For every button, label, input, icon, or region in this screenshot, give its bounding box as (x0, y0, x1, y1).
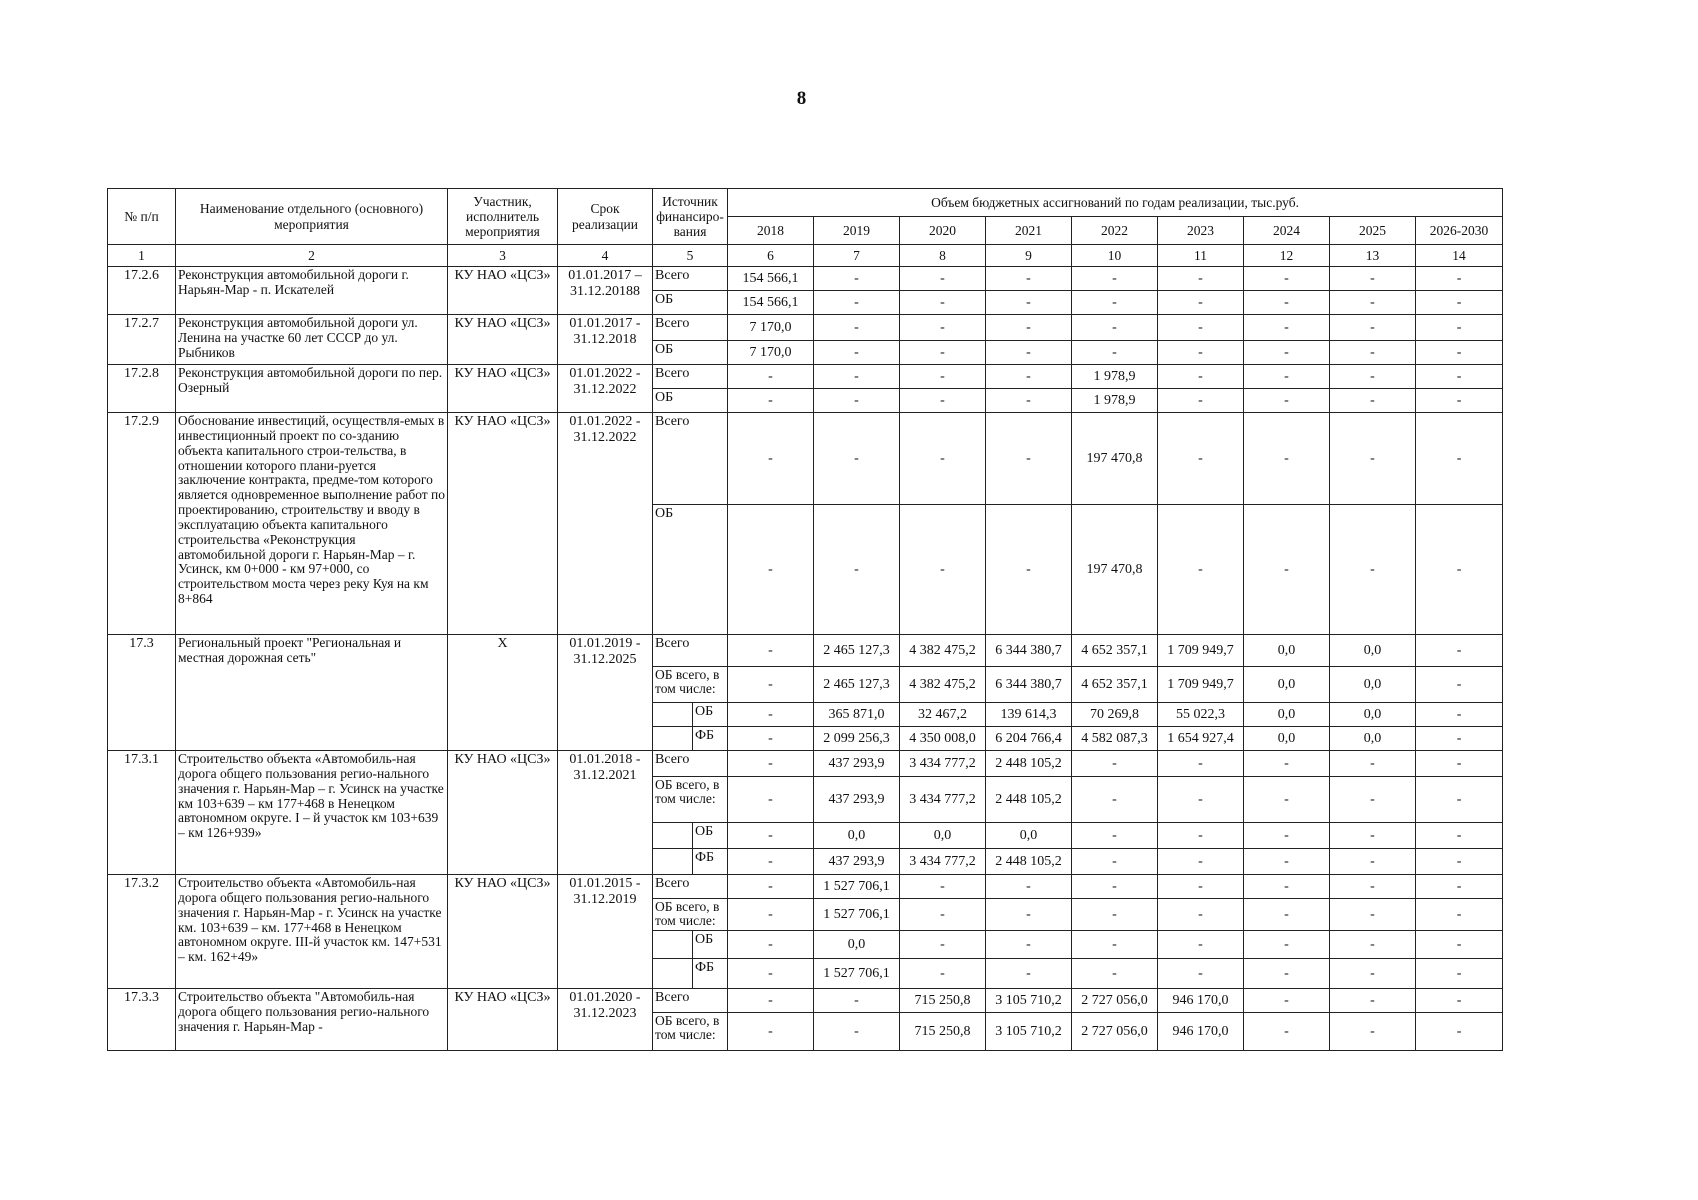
row-participant: КУ НАО «ЦСЗ» (448, 267, 558, 315)
column-number: 9 (986, 245, 1072, 267)
amount-cell: 4 582 087,3 (1072, 727, 1158, 751)
amount-cell: - (814, 291, 900, 315)
funding-source: ОБ всего, в том числе: (653, 899, 728, 931)
amount-cell: - (1416, 777, 1503, 823)
amount-cell: 154 566,1 (728, 291, 814, 315)
amount-cell: 0,0 (1244, 703, 1330, 727)
amount-cell: 4 652 357,1 (1072, 667, 1158, 703)
amount-cell: - (1416, 291, 1503, 315)
amount-cell: - (1244, 291, 1330, 315)
column-number: 8 (900, 245, 986, 267)
amount-cell: - (900, 413, 986, 505)
column-number: 1 (108, 245, 176, 267)
amount-cell: - (728, 989, 814, 1013)
header-year: 2018 (728, 217, 814, 245)
amount-cell: - (1244, 849, 1330, 875)
amount-cell: - (1416, 727, 1503, 751)
funding-source: ОБ всего, в том числе: (653, 777, 728, 823)
column-number: 10 (1072, 245, 1158, 267)
column-number: 6 (728, 245, 814, 267)
amount-cell: 0,0 (986, 823, 1072, 849)
amount-cell: 715 250,8 (900, 1013, 986, 1051)
header-year: 2024 (1244, 217, 1330, 245)
amount-cell: - (1244, 413, 1330, 505)
amount-cell: - (1244, 389, 1330, 413)
header-no: № п/п (108, 189, 176, 245)
amount-cell: - (1158, 751, 1244, 777)
amount-cell: - (900, 505, 986, 635)
amount-cell: 197 470,8 (1072, 413, 1158, 505)
amount-cell: - (1416, 635, 1503, 667)
amount-cell: 4 382 475,2 (900, 667, 986, 703)
row-period: 01.01.2020 - 31.12.2023 (558, 989, 653, 1051)
amount-cell: - (728, 505, 814, 635)
amount-cell: 437 293,9 (814, 751, 900, 777)
row-name: Реконструкция автомобильной дороги г. Нарьян-Мар - п. Искателей (176, 267, 448, 315)
amount-cell: - (900, 365, 986, 389)
amount-cell: 4 382 475,2 (900, 635, 986, 667)
row-name: Реконструкция автомобильной дороги ул. Ленина на участке 60 лет СССР до ул. Рыбников (176, 315, 448, 365)
amount-cell: 1 527 706,1 (814, 899, 900, 931)
amount-cell: - (728, 751, 814, 777)
amount-cell: - (814, 365, 900, 389)
table-row (108, 875, 1503, 899)
amount-cell: - (1244, 931, 1330, 959)
amount-cell: 7 170,0 (728, 315, 814, 341)
amount-cell: - (1158, 931, 1244, 959)
amount-cell: - (1244, 751, 1330, 777)
amount-cell: - (728, 413, 814, 505)
amount-cell: 6 344 380,7 (986, 635, 1072, 667)
header-participant: Участник, исполнитель мероприятия (448, 189, 558, 245)
column-number: 11 (1158, 245, 1244, 267)
row-number: 17.2.7 (108, 315, 176, 365)
amount-cell: - (900, 341, 986, 365)
amount-cell: 2 465 127,3 (814, 635, 900, 667)
amount-cell: - (728, 635, 814, 667)
funding-source: ОБ (653, 505, 728, 635)
row-period: 01.01.2017 - 31.12.2018 (558, 315, 653, 365)
amount-cell: - (900, 389, 986, 413)
amount-cell: - (728, 875, 814, 899)
row-name: Реконструкция автомобильной дороги по пер. Озерный (176, 365, 448, 413)
amount-cell: 0,0 (1330, 667, 1416, 703)
amount-cell: - (1330, 899, 1416, 931)
amount-cell: - (1330, 341, 1416, 365)
row-period: 01.01.2017 – 31.12.20188 (558, 267, 653, 315)
row-number: 17.3 (108, 635, 176, 751)
amount-cell: - (728, 1013, 814, 1051)
amount-cell: - (1244, 777, 1330, 823)
amount-cell: - (1158, 777, 1244, 823)
amount-cell: - (986, 875, 1072, 899)
funding-subsource: ФБ (693, 959, 728, 989)
funding-source-indent (653, 823, 693, 849)
amount-cell: - (1330, 989, 1416, 1013)
amount-cell: - (728, 849, 814, 875)
amount-cell: - (1158, 291, 1244, 315)
amount-cell: 437 293,9 (814, 849, 900, 875)
amount-cell: - (1416, 849, 1503, 875)
amount-cell: - (986, 341, 1072, 365)
header-year: 2026-2030 (1416, 217, 1503, 245)
amount-cell: 946 170,0 (1158, 989, 1244, 1013)
amount-cell: 946 170,0 (1158, 1013, 1244, 1051)
amount-cell: - (728, 667, 814, 703)
row-number: 17.2.8 (108, 365, 176, 413)
funding-source: ОБ (653, 341, 728, 365)
amount-cell: - (1416, 667, 1503, 703)
amount-cell: - (1072, 931, 1158, 959)
amount-cell: 4 652 357,1 (1072, 635, 1158, 667)
amount-cell: - (900, 875, 986, 899)
column-number: 4 (558, 245, 653, 267)
column-number: 12 (1244, 245, 1330, 267)
amount-cell: - (1416, 341, 1503, 365)
table-row (108, 751, 1503, 777)
amount-cell: - (1244, 341, 1330, 365)
amount-cell: 139 614,3 (986, 703, 1072, 727)
row-name: Строительство объекта "Автомобиль-ная дорога общего пользования регио-нального значения г. Нарьян-Мар - (176, 989, 448, 1051)
funding-source: Всего (653, 635, 728, 667)
amount-cell: - (1158, 959, 1244, 989)
column-number: 13 (1330, 245, 1416, 267)
amount-cell: 154 566,1 (728, 267, 814, 291)
amount-cell: - (1416, 703, 1503, 727)
funding-subsource: ОБ (693, 931, 728, 959)
header-year: 2022 (1072, 217, 1158, 245)
amount-cell: 4 350 008,0 (900, 727, 986, 751)
amount-cell: - (1416, 931, 1503, 959)
amount-cell: - (814, 413, 900, 505)
amount-cell: - (986, 267, 1072, 291)
amount-cell: 3 434 777,2 (900, 751, 986, 777)
amount-cell: - (814, 315, 900, 341)
amount-cell: - (986, 931, 1072, 959)
table-row (108, 267, 1503, 291)
budget-table (107, 188, 1503, 1051)
row-number: 17.2.6 (108, 267, 176, 315)
amount-cell: - (986, 315, 1072, 341)
amount-cell: - (1072, 751, 1158, 777)
amount-cell: - (1158, 315, 1244, 341)
amount-cell: - (728, 931, 814, 959)
row-participant: КУ НАО «ЦСЗ» (448, 875, 558, 989)
amount-cell: - (1416, 315, 1503, 341)
amount-cell: - (728, 703, 814, 727)
amount-cell: - (814, 267, 900, 291)
amount-cell: - (728, 899, 814, 931)
amount-cell: - (728, 365, 814, 389)
header-period: Срок реализации (558, 189, 653, 245)
column-number: 5 (653, 245, 728, 267)
funding-source: Всего (653, 267, 728, 291)
amount-cell: - (1244, 899, 1330, 931)
row-period: 01.01.2019 - 31.12.2025 (558, 635, 653, 751)
amount-cell: - (986, 505, 1072, 635)
amount-cell: - (1416, 751, 1503, 777)
amount-cell: 0,0 (1330, 727, 1416, 751)
table-row (108, 315, 1503, 341)
amount-cell: - (1158, 413, 1244, 505)
funding-source: Всего (653, 751, 728, 777)
row-participant: Х (448, 635, 558, 751)
amount-cell: - (814, 505, 900, 635)
amount-cell: - (986, 899, 1072, 931)
amount-cell: 1 709 949,7 (1158, 667, 1244, 703)
funding-source: Всего (653, 413, 728, 505)
row-period: 01.01.2022 - 31.12.2022 (558, 413, 653, 635)
amount-cell: 0,0 (900, 823, 986, 849)
row-participant: КУ НАО «ЦСЗ» (448, 413, 558, 635)
amount-cell: - (1330, 751, 1416, 777)
row-number: 17.3.3 (108, 989, 176, 1051)
header-year: 2025 (1330, 217, 1416, 245)
amount-cell: 3 105 710,2 (986, 989, 1072, 1013)
amount-cell: 7 170,0 (728, 341, 814, 365)
amount-cell: 6 204 766,4 (986, 727, 1072, 751)
amount-cell: - (1244, 959, 1330, 989)
amount-cell: - (1330, 505, 1416, 635)
row-number: 17.2.9 (108, 413, 176, 635)
amount-cell: 3 434 777,2 (900, 849, 986, 875)
column-number: 2 (176, 245, 448, 267)
amount-cell: - (1158, 899, 1244, 931)
table-row (108, 635, 1503, 667)
amount-cell: - (1330, 365, 1416, 389)
amount-cell: 715 250,8 (900, 989, 986, 1013)
amount-cell: - (1330, 267, 1416, 291)
amount-cell: - (1158, 849, 1244, 875)
amount-cell: - (814, 989, 900, 1013)
funding-source: Всего (653, 365, 728, 389)
amount-cell: - (1416, 389, 1503, 413)
amount-cell: 365 871,0 (814, 703, 900, 727)
amount-cell: - (1244, 505, 1330, 635)
amount-cell: - (986, 365, 1072, 389)
amount-cell: 2 448 105,2 (986, 751, 1072, 777)
row-participant: КУ НАО «ЦСЗ» (448, 365, 558, 413)
amount-cell: 1 654 927,4 (1158, 727, 1244, 751)
amount-cell: - (1330, 315, 1416, 341)
amount-cell: - (900, 267, 986, 291)
amount-cell: - (1158, 505, 1244, 635)
row-period: 01.01.2022 - 31.12.2022 (558, 365, 653, 413)
amount-cell: - (986, 959, 1072, 989)
amount-cell: - (1330, 959, 1416, 989)
amount-cell: - (1330, 1013, 1416, 1051)
amount-cell: 1 978,9 (1072, 365, 1158, 389)
amount-cell: - (1244, 315, 1330, 341)
amount-cell: - (1072, 267, 1158, 291)
amount-cell: - (1416, 823, 1503, 849)
amount-cell: - (1416, 365, 1503, 389)
table-row (108, 413, 1503, 505)
amount-cell: - (1330, 875, 1416, 899)
row-number: 17.3.1 (108, 751, 176, 875)
amount-cell: - (1244, 267, 1330, 291)
funding-source-indent (653, 931, 693, 959)
funding-source: ОБ всего, в том числе: (653, 1013, 728, 1051)
amount-cell: - (1072, 315, 1158, 341)
header-year: 2020 (900, 217, 986, 245)
amount-cell: 0,0 (814, 823, 900, 849)
row-name: Обоснование инвестиций, осуществля-емых в инвестиционный проект по со-зданию объекта капитального строи-тельства, в отношении которого плани-руется заключение контракта, предме-том которого является одновременное выполнение работ по проектированию, строительству и вводу в эксплуатацию объекта капитального строительства «Реконструкция автомобильной дороги г. Нарьян-Мар – г. Усинск, км 0+000 - км 97+000, со строительством моста через реку Куя на км 8+864 (176, 413, 448, 635)
row-name: Строительство объекта «Автомобиль-ная дорога общего пользования регио-нального значения г. Нарьян-Мар – г. Усинск на участке км 103+639 – км 177+468 в Ненецком автономном округе. I – й участок км 103+639 – км 126+939» (176, 751, 448, 875)
amount-cell: 197 470,8 (1072, 505, 1158, 635)
amount-cell: - (1072, 823, 1158, 849)
amount-cell: - (1330, 413, 1416, 505)
table-row (108, 365, 1503, 389)
amount-cell: - (1244, 1013, 1330, 1051)
amount-cell: - (1416, 1013, 1503, 1051)
amount-cell: - (1416, 875, 1503, 899)
amount-cell: - (1330, 777, 1416, 823)
row-participant: КУ НАО «ЦСЗ» (448, 751, 558, 875)
table-row (108, 989, 1503, 1013)
header-year: 2019 (814, 217, 900, 245)
amount-cell: 2 099 256,3 (814, 727, 900, 751)
header-volume: Объем бюджетных ассигнований по годам реализации, тыс.руб. (728, 189, 1503, 217)
header-year: 2023 (1158, 217, 1244, 245)
column-number: 3 (448, 245, 558, 267)
funding-source-indent (653, 849, 693, 875)
row-participant: КУ НАО «ЦСЗ» (448, 989, 558, 1051)
amount-cell: - (728, 959, 814, 989)
amount-cell: 32 467,2 (900, 703, 986, 727)
amount-cell: - (1416, 413, 1503, 505)
row-period: 01.01.2018 - 31.12.2021 (558, 751, 653, 875)
amount-cell: - (814, 389, 900, 413)
amount-cell: - (1158, 875, 1244, 899)
amount-cell: 437 293,9 (814, 777, 900, 823)
amount-cell: 0,0 (1244, 635, 1330, 667)
row-name: Строительство объекта «Автомобиль-ная дорога общего пользования регио-нального значения г. Нарьян-Мар - г. Усинск на участке км. 103+639 – км. 177+468 в Ненецком автономном округе. III-й участок км. 147+531 – км. 162+49» (176, 875, 448, 989)
amount-cell: - (814, 341, 900, 365)
amount-cell: 3 105 710,2 (986, 1013, 1072, 1051)
row-number: 17.3.2 (108, 875, 176, 989)
funding-subsource: ФБ (693, 849, 728, 875)
amount-cell: - (1158, 341, 1244, 365)
amount-cell: - (1072, 291, 1158, 315)
amount-cell: - (1244, 989, 1330, 1013)
row-name: Региональный проект "Региональная и местная дорожная сеть" (176, 635, 448, 751)
amount-cell: 1 709 949,7 (1158, 635, 1244, 667)
amount-cell: 2 727 056,0 (1072, 989, 1158, 1013)
amount-cell: - (1416, 505, 1503, 635)
header-name: Наименование отдельного (основного) мероприятия (176, 189, 448, 245)
header-year: 2021 (986, 217, 1072, 245)
amount-cell: - (1330, 849, 1416, 875)
amount-cell: - (1158, 365, 1244, 389)
funding-source: Всего (653, 989, 728, 1013)
amount-cell: - (1158, 389, 1244, 413)
amount-cell: - (1072, 899, 1158, 931)
amount-cell: - (1244, 365, 1330, 389)
amount-cell: 1 978,9 (1072, 389, 1158, 413)
amount-cell: 0,0 (1244, 727, 1330, 751)
amount-cell: 0,0 (1330, 703, 1416, 727)
amount-cell: - (1072, 341, 1158, 365)
amount-cell: 0,0 (1330, 635, 1416, 667)
amount-cell: - (728, 777, 814, 823)
amount-cell: - (814, 1013, 900, 1051)
amount-cell: 2 448 105,2 (986, 777, 1072, 823)
amount-cell: - (1330, 389, 1416, 413)
amount-cell: - (986, 389, 1072, 413)
column-number: 14 (1416, 245, 1503, 267)
amount-cell: - (728, 727, 814, 751)
amount-cell: 2 448 105,2 (986, 849, 1072, 875)
funding-source-indent (653, 703, 693, 727)
amount-cell: - (1330, 823, 1416, 849)
row-participant: КУ НАО «ЦСЗ» (448, 315, 558, 365)
funding-subsource: ФБ (693, 727, 728, 751)
amount-cell: - (1072, 777, 1158, 823)
amount-cell: - (1158, 267, 1244, 291)
funding-source: ОБ (653, 291, 728, 315)
amount-cell: - (1158, 823, 1244, 849)
column-number: 7 (814, 245, 900, 267)
amount-cell: - (728, 389, 814, 413)
amount-cell: - (1072, 849, 1158, 875)
amount-cell: 70 269,8 (1072, 703, 1158, 727)
amount-cell: - (1416, 959, 1503, 989)
page-number: 8 (796, 88, 807, 109)
funding-source-indent (653, 727, 693, 751)
funding-source: Всего (653, 875, 728, 899)
funding-source: ОБ (653, 389, 728, 413)
amount-cell: - (1244, 823, 1330, 849)
funding-source-indent (653, 959, 693, 989)
amount-cell: 6 344 380,7 (986, 667, 1072, 703)
amount-cell: - (1244, 875, 1330, 899)
amount-cell: 1 527 706,1 (814, 959, 900, 989)
amount-cell: 2 727 056,0 (1072, 1013, 1158, 1051)
amount-cell: - (900, 315, 986, 341)
amount-cell: - (1416, 989, 1503, 1013)
amount-cell: - (900, 899, 986, 931)
funding-source: ОБ всего, в том числе: (653, 667, 728, 703)
amount-cell: - (986, 291, 1072, 315)
amount-cell: 0,0 (814, 931, 900, 959)
header-source: Источник финансиро-вания (653, 189, 728, 245)
amount-cell: - (1416, 899, 1503, 931)
amount-cell: 2 465 127,3 (814, 667, 900, 703)
amount-cell: - (1072, 959, 1158, 989)
funding-subsource: ОБ (693, 823, 728, 849)
amount-cell: - (728, 823, 814, 849)
amount-cell: 1 527 706,1 (814, 875, 900, 899)
amount-cell: - (900, 931, 986, 959)
amount-cell: 55 022,3 (1158, 703, 1244, 727)
amount-cell: - (1072, 875, 1158, 899)
amount-cell: - (900, 291, 986, 315)
funding-subsource: ОБ (693, 703, 728, 727)
amount-cell: - (986, 413, 1072, 505)
amount-cell: 3 434 777,2 (900, 777, 986, 823)
funding-source: Всего (653, 315, 728, 341)
amount-cell: 0,0 (1244, 667, 1330, 703)
amount-cell: - (1330, 931, 1416, 959)
amount-cell: - (1330, 291, 1416, 315)
amount-cell: - (1416, 267, 1503, 291)
amount-cell: - (900, 959, 986, 989)
row-period: 01.01.2015 - 31.12.2019 (558, 875, 653, 989)
